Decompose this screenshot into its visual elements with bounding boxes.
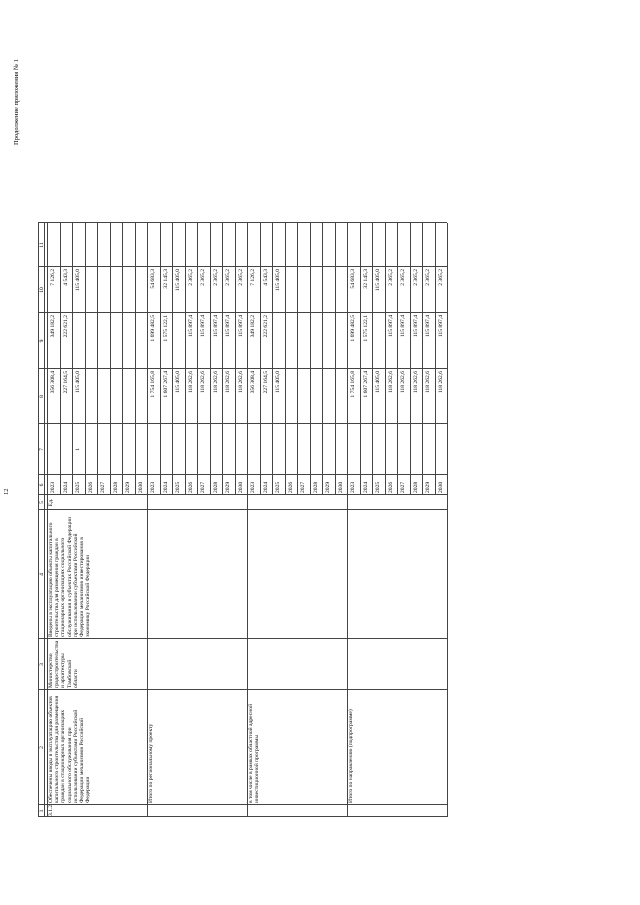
column-number-2: 2 [38,746,45,749]
column-number-3: 3 [38,663,45,666]
column-border-10 [38,266,447,267]
year-cell: 2024 [262,481,269,493]
cell-col9: 54 683,3 [350,269,356,289]
cell-col7: 356 308,4 [250,371,256,394]
cell-col8: 1 699 482,5 [150,315,156,342]
cell-col7: 118 262,6 [437,371,444,394]
row-divider [135,223,136,495]
cell-col8: 115 897,4 [212,315,219,338]
cell-col9: 32 145,3 [362,269,369,289]
row-divider [360,223,361,495]
row-divider [322,223,323,495]
row-divider [97,223,98,495]
cell-col7: 1 607 267,4 [162,371,169,398]
row-divider [185,223,186,495]
cell-col7: 115 405,0 [75,371,82,394]
cell-col7: 118 262,6 [400,371,407,394]
column-border-4 [38,509,447,510]
cell-col9: 2 365,2 [200,269,207,286]
year-cell: 2026 [187,481,194,493]
cell-col8: 115 897,4 [387,315,394,338]
appendix-annotation: Продолжение приложения № 1 [13,59,20,145]
block-name: Обеспечены вводы в эксплуатацию объектов капитального строительства для размещения граждан в стационарных организациях социального обслуживания при использовании субъектами Российской Федерации механизмов Российской Федерации [48,695,92,803]
row-divider [397,223,398,495]
year-cell: 2028 [312,481,319,493]
row-divider [60,223,61,495]
year-cell: 2025 [375,481,382,493]
row-divider [385,223,386,495]
cell-col8: 115 897,4 [425,315,432,338]
year-cell: 2023 [150,481,156,493]
year-cell: 2025 [275,481,282,493]
cell-col8: 1 575 122,1 [362,315,369,342]
year-cell: 2026 [287,481,294,493]
cell-col8: 115 897,4 [187,315,194,338]
year-cell: 2029 [325,481,332,493]
cell-col8: 222 621,2 [62,315,69,338]
year-cell: 2028 [112,481,119,493]
year-cell: 2027 [200,481,207,493]
block-name: в том числе в рамках областной адресной инвестиционной программы [248,703,261,803]
column-number-9: 9 [38,339,45,343]
column-number-4: 4 [38,573,45,576]
year-cell: 2024 [62,481,69,493]
year-cell: 2027 [300,481,307,493]
year-cell: 2023 [350,481,356,493]
cell-col7: 118 262,6 [225,371,232,394]
column-border-1 [38,804,447,805]
cell-col8: 115 897,4 [412,315,419,338]
row-divider [222,223,223,495]
column-border-8 [38,368,447,369]
row-divider [110,223,111,495]
cell-col8: 115 897,4 [400,315,407,338]
cell-col7: 118 262,6 [212,371,219,394]
cell-col8: 1 699 482,5 [350,315,356,342]
year-cell: 2030 [337,481,344,493]
year-cell: 2027 [100,481,107,493]
block-unit: Ед. [48,498,54,507]
cell-col7: 118 262,6 [412,371,419,394]
row-divider [235,223,236,495]
page-number: 12 [3,488,10,495]
row-divider [372,223,373,495]
block-executor: Министерство градостроительства и архитектуры Тамбовской области [48,640,79,688]
cell-col6: 1 [75,448,82,451]
year-cell: 2030 [437,481,444,493]
cell-col7: 115 405,0 [375,371,382,394]
row-divider [435,223,436,495]
column-border-0 [38,816,447,817]
column-border-11 [38,222,447,223]
row-divider [197,223,198,495]
year-cell: 2029 [425,481,432,493]
cell-col7: 118 262,6 [200,371,207,394]
year-cell: 2028 [412,481,419,493]
block-result: Введены в эксплуатацию объекты капитального строительства для размещения граждан в стационарных организациях социального обслуживания в субъектах Российской Федерации при использовании субъектами Российской Федерации механизмов инвестирования в экономику Российской Федерации [48,517,92,637]
column-number-6: 6 [38,483,45,487]
table-bottom-border [447,223,448,817]
year-cell: 2029 [225,481,232,493]
year-cell: 2023 [250,481,256,493]
column-border-7 [38,423,447,424]
column-border-3 [38,638,447,639]
cell-col9: 2 365,2 [437,269,444,286]
cell-col9: 2 365,2 [387,269,394,286]
cell-col9: 2 365,2 [412,269,419,286]
cell-col9: 115 405,0 [375,269,382,292]
year-cell: 2030 [237,481,244,493]
column-number-11: 11 [38,242,45,248]
row-divider [72,223,73,495]
cell-col9: 2 365,2 [425,269,432,286]
year-cell: 2026 [387,481,394,493]
column-border-5 [38,494,447,495]
row-divider [122,223,123,495]
cell-col7: 1 754 165,8 [150,371,156,398]
row-divider [272,223,273,495]
cell-col8: 115 897,4 [437,315,444,338]
year-cell: 2026 [87,481,94,493]
cell-col9: 4 543,3 [62,269,69,286]
column-number-5: 5 [38,501,45,504]
cell-col7: 118 262,6 [187,371,194,394]
cell-col7: 1 754 165,8 [350,371,356,398]
column-border-6 [38,474,447,475]
cell-col7: 118 262,6 [387,371,394,394]
cell-col7: 118 262,6 [425,371,432,394]
cell-col7: 227 164,5 [62,371,69,394]
year-cell: 2027 [400,481,407,493]
row-divider [410,223,411,495]
row-divider [210,223,211,495]
row-divider [160,223,161,495]
cell-col7: 118 262,6 [237,371,244,394]
row-divider [422,223,423,495]
row-divider [85,223,86,495]
year-cell: 2030 [137,481,144,493]
cell-col8: 115 897,4 [225,315,232,338]
column-border-9 [38,312,447,313]
cell-col7: 115 405,0 [275,371,282,394]
cell-col9: 2 365,2 [400,269,407,286]
year-cell: 2028 [212,481,219,493]
year-cell: 2023 [50,481,56,493]
year-cell: 2029 [125,481,132,493]
column-number-8: 8 [38,395,45,398]
row-divider [310,223,311,495]
row-divider [260,223,261,495]
year-cell: 2025 [175,481,182,493]
cell-col9: 7 126,2 [250,269,256,286]
cell-col7: 227 164,5 [262,371,269,394]
cell-col7: 115 405,0 [175,371,182,394]
cell-col8: 222 621,2 [262,315,269,338]
cell-col9: 2 365,2 [237,269,244,286]
cell-col8: 349 182,2 [50,315,56,338]
cell-col9: 115 405,0 [175,269,182,292]
cell-col7: 356 308,4 [50,371,56,394]
row-divider [297,223,298,495]
cell-col7: 1 607 267,4 [362,371,369,398]
cell-col9: 115 405,0 [275,269,282,292]
cell-col8: 115 897,4 [237,315,244,338]
cell-col8: 349 182,2 [250,315,256,338]
cell-col9: 115 405,0 [75,269,82,292]
cell-col9: 2 365,2 [225,269,232,286]
row-divider [285,223,286,495]
cell-col9: 2 365,2 [212,269,219,286]
cell-col9: 2 365,2 [187,269,194,286]
row-divider [335,223,336,495]
cell-col9: 7 126,2 [50,269,56,286]
cell-col8: 115 897,4 [200,315,207,338]
block-name: Итого по направлению (подпрограмме) [348,709,354,803]
cell-col8: 1 575 122,1 [162,315,169,342]
cell-col9: 32 145,3 [162,269,169,289]
year-cell: 2024 [162,481,169,493]
block-name: Итого по региональному проекту [148,723,154,803]
column-border-2 [38,689,447,690]
column-number-7: 7 [38,448,45,451]
row-divider [172,223,173,495]
column-number-10: 10 [38,287,45,293]
block-number: 3.1.2. [48,803,54,816]
year-cell: 2025 [75,481,82,493]
column-number-1: 1 [38,809,45,813]
cell-col9: 54 683,3 [150,269,156,289]
year-cell: 2024 [362,481,369,493]
cell-col9: 4 543,3 [262,269,269,286]
